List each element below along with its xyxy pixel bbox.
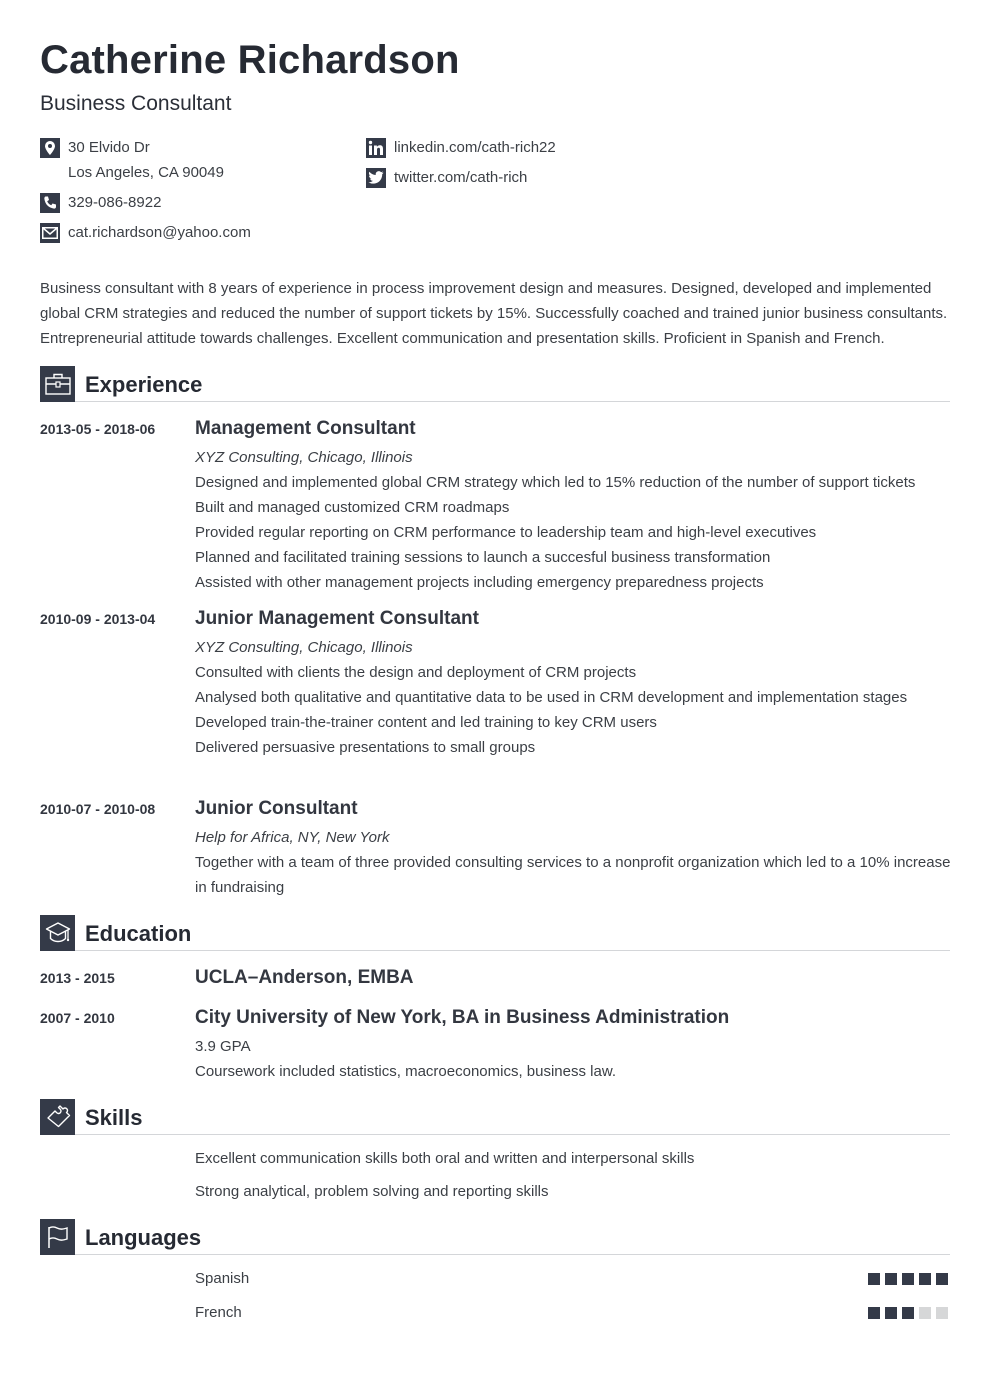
- email-address[interactable]: cat.richardson@yahoo.com: [68, 224, 251, 241]
- contact-email: [40, 223, 251, 248]
- language-name: Spanish: [195, 1270, 250, 1287]
- address-line-2: Los Angeles, CA 90049: [68, 164, 224, 181]
- section-title: Experience: [85, 372, 203, 397]
- education-dates: 2013 - 2015: [40, 970, 115, 986]
- job-bullet: Developed train-the-trainer content and led training to key CRM users: [195, 714, 657, 731]
- phone-icon: [40, 193, 60, 213]
- job-dates: 2010-09 - 2013-04: [40, 611, 156, 627]
- job-bullet: Built and managed customized CRM roadmaps: [195, 499, 510, 516]
- linkedin-link[interactable]: linkedin.com/cath-rich22: [394, 139, 556, 156]
- level-dot-filled: [868, 1273, 880, 1285]
- job-title: Junior Consultant: [195, 798, 358, 819]
- language-name: French: [195, 1304, 242, 1321]
- education-gpa: 3.9 GPA: [195, 1038, 251, 1055]
- job-dates: 2010-07 - 2010-08: [40, 801, 156, 817]
- job-title: Management Consultant: [195, 418, 416, 439]
- job-bullet: Analysed both qualitative and quantitative data to be used in CRM development and implementation stages: [195, 689, 908, 706]
- job-title: Junior Management Consultant: [195, 608, 479, 629]
- puzzle-piece-icon: [40, 1099, 75, 1135]
- skill-item: Strong analytical, problem solving and reporting skills: [195, 1183, 549, 1200]
- contact-address: [40, 138, 224, 188]
- level-dot-empty: [936, 1307, 948, 1319]
- job-bullet: Assisted with other management projects including emergency preparedness projects: [195, 574, 764, 591]
- level-dot-filled: [919, 1273, 931, 1285]
- language-level-spanish: [868, 1273, 948, 1285]
- education-notes: Coursework included statistics, macroeconomics, business law.: [195, 1063, 617, 1080]
- graduation-cap-icon: [40, 915, 75, 951]
- section-header-languages: [40, 1219, 950, 1255]
- level-dot-filled: [885, 1273, 897, 1285]
- linkedin-icon: [366, 138, 386, 158]
- envelope-icon: [40, 223, 60, 243]
- job-bullet: Planned and facilitated training sessions to launch a succesful business transformation: [195, 549, 771, 566]
- candidate-title: Business Consultant: [40, 92, 232, 115]
- job-bullet: in fundraising: [195, 879, 285, 896]
- level-dot-empty: [919, 1307, 931, 1319]
- section-header-skills: [40, 1099, 950, 1135]
- job-bullet: Together with a team of three provided consulting services to a nonprofit organization which led to a 10% increase: [195, 854, 951, 871]
- section-title: Languages: [85, 1225, 202, 1250]
- job-dates: 2013-05 - 2018-06: [40, 421, 156, 437]
- section-header-education: [40, 915, 950, 951]
- job-bullet: Provided regular reporting on CRM performance to leadership team and high-level executives: [195, 524, 817, 541]
- level-dot-filled: [885, 1307, 897, 1319]
- skill-item: Excellent communication skills both oral and written and interpersonal skills: [195, 1150, 695, 1167]
- education-degree: UCLA–Anderson, EMBA: [195, 967, 414, 988]
- level-dot-filled: [868, 1307, 880, 1319]
- job-company: Help for Africa, NY, New York: [195, 829, 390, 846]
- twitter-icon: [366, 168, 386, 188]
- job-bullet: Delivered persuasive presentations to small groups: [195, 739, 536, 756]
- briefcase-icon: [40, 366, 75, 402]
- phone-number[interactable]: 329-086-8922: [68, 194, 162, 211]
- address-line-1: 30 Elvido Dr: [68, 139, 150, 156]
- language-level-french: [868, 1307, 948, 1319]
- job-bullet: Consulted with clients the design and deployment of CRM projects: [195, 664, 637, 681]
- twitter-link[interactable]: twitter.com/cath-rich: [394, 169, 528, 186]
- section-header-experience: [40, 366, 950, 402]
- education-dates: 2007 - 2010: [40, 1010, 115, 1026]
- level-dot-filled: [936, 1273, 948, 1285]
- education-degree: City University of New York, BA in Business Administration: [195, 1007, 730, 1028]
- job-company: XYZ Consulting, Chicago, Illinois: [195, 449, 413, 466]
- location-pin-icon: [40, 138, 60, 158]
- job-company: XYZ Consulting, Chicago, Illinois: [195, 639, 413, 656]
- summary-paragraph: Business consultant with 8 years of experience in process improvement design and measures. Designed, developed and implemented global CRM strategies and reduced the number of support tickets by 15%. Successfully coached and trained junior business consultants. Entrepreneurial attitude towards challenges. Excellent communication and presentation skills. Proficient in Spanish and French.: [40, 280, 948, 347]
- level-dot-filled: [902, 1273, 914, 1285]
- job-bullet: Designed and implemented global CRM strategy which led to 15% reduction of the number of support tickets: [195, 474, 916, 491]
- contact-phone: [40, 193, 161, 218]
- level-dot-filled: [902, 1307, 914, 1319]
- flag-icon: [40, 1219, 75, 1255]
- contact-twitter: [366, 168, 527, 193]
- section-title: Skills: [85, 1105, 143, 1130]
- section-title: Education: [85, 921, 192, 946]
- contact-linkedin: [366, 138, 556, 163]
- candidate-name: Catherine Richardson: [40, 38, 460, 82]
